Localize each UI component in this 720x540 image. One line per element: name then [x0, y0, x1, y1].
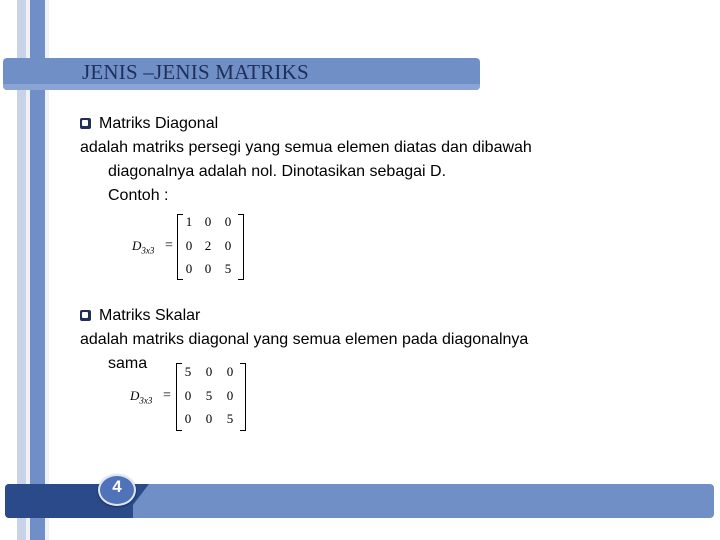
section-skalar-line2: sama	[108, 355, 148, 372]
matrix-cell: 5	[184, 364, 192, 379]
right-bracket	[240, 363, 246, 431]
section-diagonal-heading-row	[80, 112, 218, 136]
matrix-cell: 0	[205, 364, 213, 379]
section-skalar-heading-row	[80, 304, 200, 328]
section-diagonal-heading: Matriks Diagonal	[99, 115, 219, 132]
matrix-cell: 0	[224, 214, 232, 229]
matrix-skalar	[130, 360, 255, 432]
matrix-cell: 0	[226, 388, 234, 403]
matrix-cell: 0	[184, 388, 192, 403]
bullet-square-icon	[80, 310, 91, 321]
matrix-cell: 0	[205, 411, 213, 426]
equals-sign: =	[163, 388, 171, 403]
matrix-diagonal	[132, 212, 252, 282]
equals-sign: =	[165, 238, 173, 253]
matrix-cell: 0	[204, 261, 212, 276]
page-number: 4	[112, 477, 122, 496]
matrix-cell: 0	[204, 214, 212, 229]
matrix-cell: 5	[224, 261, 232, 276]
section-diagonal-line2: diagonalnya adalah nol. Dinotasikan sebagai D.	[108, 163, 447, 180]
matrix-cell: 5	[205, 388, 213, 403]
matrix-cell: 2	[204, 238, 212, 253]
matrix-cell: 0	[185, 261, 193, 276]
matrix-label: $D_{3x3}$	[130, 388, 153, 406]
matrix-cell: 0	[185, 238, 193, 253]
matrix-cell: 1	[185, 214, 193, 229]
section-skalar-heading: Matriks Skalar	[99, 307, 201, 324]
matrix-label: $D_{3x3}$	[132, 238, 155, 256]
matrix-cell: 0	[224, 238, 232, 253]
bullet-square-icon	[80, 118, 91, 129]
slide-title: JENIS –JENIS MATRIKS	[82, 60, 309, 84]
section-diagonal-line3: Contoh :	[108, 187, 169, 204]
section-diagonal-line1: adalah matriks persegi yang semua elemen diatas dan dibawah	[80, 139, 532, 156]
section-skalar-line1: adalah matriks diagonal yang semua elemen pada diagonalnya	[80, 331, 529, 348]
right-bracket	[238, 214, 244, 280]
matrix-cell: 0	[226, 364, 234, 379]
matrix-cell: 5	[226, 411, 234, 426]
matrix-cell: 0	[184, 411, 192, 426]
